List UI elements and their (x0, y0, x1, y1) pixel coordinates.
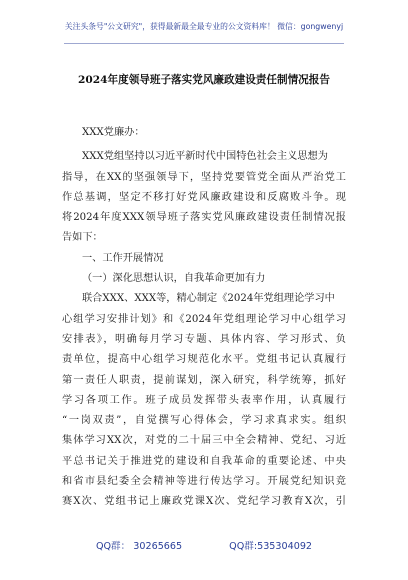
footer-contact (0, 538, 408, 552)
body-line: 第一责任人职责，提前谋划，深入研究，科学统筹，抓好 (62, 374, 346, 386)
intro-line: 作总基调，坚定不移打好党风廉政建设和反腐败斗争。现 (62, 191, 346, 203)
body-line: 安排表》，明确每月学习专题、具体内容、学习形式、负 (62, 333, 346, 345)
body-line: 学习各项工作。班子成员发挥带头表率作用，认真履行 (62, 394, 346, 406)
body-line: “一岗双责”，自觉撰写心得体会，学习求真求实。组织 (62, 415, 346, 427)
banner-divider (64, 43, 344, 44)
intro-line: XXX党组坚持以习近平新时代中国特色社会主义思想为 (82, 151, 328, 163)
intro-line: 告如下： (62, 232, 103, 244)
body-line: 集体学习XX次，对党的二十届三中全会精神、党纪、习近 (62, 435, 346, 447)
intro-line: 将2024年度XXX领导班子落实党风廉政建设责任制情况报 (62, 212, 346, 224)
intro-line: 指导，在XX的坚强领导下，坚持党要管党全面从严治党工 (62, 171, 346, 183)
qq-group-2: QQ群:535304092 (229, 541, 313, 552)
document-title: 2024年度领导班子落实党风廉政建设责任制情况报告 (78, 74, 330, 86)
body-line: 和省市县纪委全会精神等进行传达学习。开展党纪知识竞 (62, 476, 346, 488)
document-body (62, 123, 346, 513)
body-line: 联合XXX、XXX等，精心制定《2024年党组理论学习中 (82, 293, 335, 305)
promo-banner: 关注头条号"公文研究"，获得最新最全最专业的公文资料库！ 微信：gongwenyj (64, 22, 344, 31)
section-heading: 一、工作开展情况 (82, 252, 164, 264)
body-line: 心组学习安排计划》和《2024年党组理论学习中心组学习 (62, 313, 346, 325)
salutation: XXX党廉办： (82, 127, 145, 138)
body-line: 平总书记关于推进党的建设和自我革命的重要论述、中央 (62, 455, 346, 467)
body-line: 责单位，提高中心组学习规范化水平。党组书记认真履行 (62, 354, 346, 366)
qq-group-1: QQ群： 30265665 (95, 541, 183, 552)
subsection-heading: （一）深化思想认识，自我革命更加有力 (82, 273, 266, 285)
body-line: 赛X次、党组书记上廉政党课X次、党纪学习教育X次，引 (62, 496, 346, 508)
